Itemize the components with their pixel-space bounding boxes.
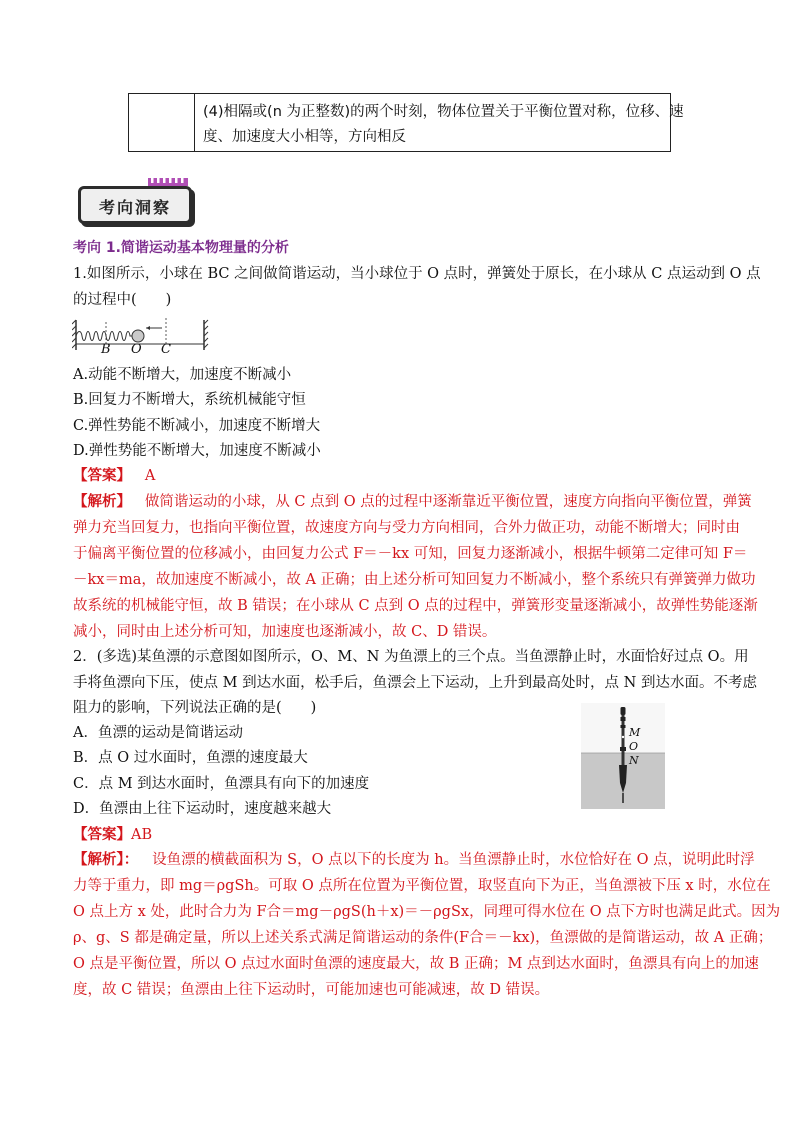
q2-analysis-line-3: O 点上方 x 处，此时合力为 F合＝mg－ρgS(h＋x)＝－ρgSx，同理可得水位在 O 点下方时也满足此式。因为 xyxy=(73,904,781,920)
q1-answer xyxy=(73,466,155,486)
figure-label-c: C xyxy=(161,342,171,357)
table-row-line-1: (4)相隔或(n 为正整数)的两个时刻，物体位置关于平衡位置对称，位移、速 xyxy=(203,104,684,120)
q1-analysis-line-1 xyxy=(73,492,752,512)
float-label-m: M xyxy=(629,726,641,739)
q2-analysis-line-5: O 点是平衡位置，所以 O 点过水面时鱼漂的速度最大，故 B 正确；M 点到达水面时，鱼漂具有向上的加速 xyxy=(73,956,759,972)
q2-answer-label: 【答案】 xyxy=(73,826,131,843)
q2-option-d: D．鱼漂由上往下运动时，速度越来越大 xyxy=(73,801,332,817)
table-row-line-2: 度、加速度大小相等，方向相反 xyxy=(203,129,406,145)
section-badge xyxy=(78,186,192,224)
q1-analysis-text-1: 做简谐运动的小球，从 C 点到 O 点的过程中逐渐靠近平衡位置，速度方向指向平衡位置，弹簧 xyxy=(144,494,752,510)
q2-option-a: A．鱼漂的运动是简谐运动 xyxy=(73,725,243,741)
table-divider xyxy=(194,94,195,151)
q1-analysis-line-2: 弹力充当回复力，也指向平衡位置，故速度方向与受力方向相同，合外力做正功，动能不断增大；同时由 xyxy=(73,520,740,536)
q1-stem-line-1: 1.如图所示，小球在 BC 之间做简谐运动，当小球位于 O 点时，弹簧处于原长，在小球从 C 点运动到 O 点 xyxy=(73,266,761,282)
float-label-o: O xyxy=(629,740,639,753)
float-label-n: N xyxy=(629,754,639,767)
q1-option-a: A.动能不断增大，加速度不断减小 xyxy=(73,367,292,383)
q1-analysis-line-6: 减小，同时由上述分析可知，加速度也逐渐减小，故 C、D 错误。 xyxy=(73,624,497,640)
condition-table xyxy=(128,93,684,152)
q1-analysis-label: 【解析】 xyxy=(73,493,131,510)
fishing-float-figure xyxy=(581,703,665,809)
q1-option-c: C.弹性势能不断减小，加速度不断增大 xyxy=(73,418,321,434)
figure-label-o: O xyxy=(131,342,142,357)
q1-answer-value: A xyxy=(144,468,156,484)
q1-analysis-line-5: 故系统的机械能守恒，故 B 错误；在小球从 C 点到 O 点的过程中，弹簧形变量逐渐减小，故弹性势能逐渐 xyxy=(73,598,758,614)
q2-analysis-line-4: ρ、g、S 都是确定量，所以上述关系式满足简谐运动的条件(F合＝－kx)，鱼漂做的是简谐运动，故 A 正确； xyxy=(73,930,773,946)
q2-answer xyxy=(73,825,152,845)
figure-label-b: B xyxy=(101,342,111,357)
q1-analysis-line-4: －kx＝ma，故加速度不断减小，故 A 正确；由上述分析可知回复力不断减小，整个系统只有弹簧弹力做功 xyxy=(73,572,756,588)
q2-option-b: B．点 O 过水面时，鱼漂的速度最大 xyxy=(73,750,308,766)
spring-oscillator-figure xyxy=(72,316,212,360)
section-badge-label: 考向洞察 xyxy=(98,198,171,217)
q2-analysis-line-1 xyxy=(73,850,755,870)
q2-analysis-label: 【解析】： xyxy=(73,851,139,868)
q1-answer-label: 【答案】 xyxy=(73,467,131,484)
q2-option-c: C．点 M 到达水面时，鱼漂具有向下的加速度 xyxy=(73,776,370,792)
q2-analysis-text-1: 设鱼漂的横截面积为 S，O 点以下的长度为 h。当鱼漂静止时，水位恰好在 O 点，说明此时浮 xyxy=(152,852,755,868)
q1-option-b: B.回复力不断增大，系统机械能守恒 xyxy=(73,392,306,408)
q2-stem-line-1: 2．(多选)某鱼漂的示意图如图所示，O、M、N 为鱼漂上的三个点。当鱼漂静止时，水面恰好过点 O。用 xyxy=(73,649,749,665)
badge-comb-decoration xyxy=(148,178,188,186)
q2-analysis-line-2: 力等于重力，即 mg＝ρgSh。可取 O 点所在位置为平衡位置，取竖直向下为正，当鱼漂被下压 x 时，水位在 xyxy=(73,878,771,894)
q2-stem-line-2: 手将鱼漂向下压，使点 M 到达水面，松手后，鱼漂会上下运动，上升到最高处时，点 N 到达水面。不考虑 xyxy=(73,675,757,691)
topic-heading: 考向 1.简谐运动基本物理量的分析 xyxy=(73,240,289,256)
q1-analysis-line-3: 于偏离平衡位置的位移减小，由回复力公式 F＝－kx 可知，回复力逐渐减小，根据牛顿第二定律可知 F＝ xyxy=(73,546,748,562)
q2-analysis-line-6: 度，故 C 错误；鱼漂由上往下运动时，可能加速也可能减速，故 D 错误。 xyxy=(73,982,550,998)
q2-stem-line-3: 阻力的影响，下列说法正确的是( ) xyxy=(73,700,317,716)
q1-option-d: D.弹性势能不断增大，加速度不断减小 xyxy=(73,443,321,459)
q1-stem-line-2: 的过程中( ) xyxy=(73,292,172,308)
q2-answer-value: AB xyxy=(131,827,153,843)
